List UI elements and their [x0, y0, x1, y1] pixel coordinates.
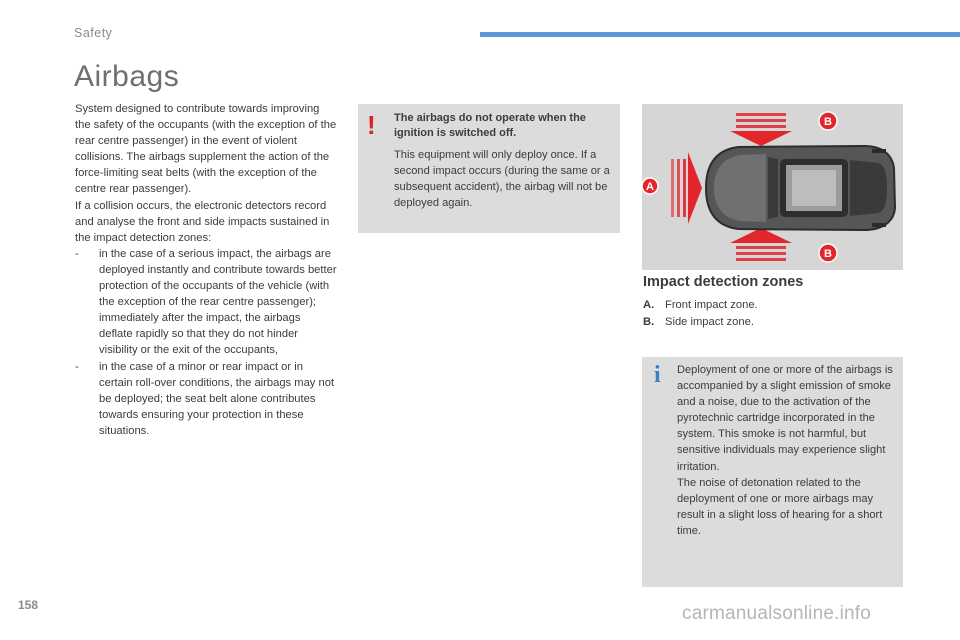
intro-paragraph: System designed to contribute towards improving the safety of the occupants (with the exception of the rear centre passenger) in the event of violent collisions. The airbags supplement the action of the force-limiting seat belts (with the exception of the centre rear passenger).	[75, 103, 337, 196]
list-dash: -	[75, 360, 79, 373]
zone-marker-a	[642, 178, 658, 194]
header-accent-bar	[480, 32, 960, 37]
zone-key: B.	[643, 316, 655, 328]
info-text	[677, 362, 899, 539]
car-top-view-illustration	[642, 104, 903, 270]
page-number: 158	[18, 598, 39, 612]
impact-zones-heading: Impact detection zones	[643, 274, 804, 290]
info-box	[642, 357, 903, 587]
zone-label: Side impact zone.	[665, 316, 754, 328]
impact-zone-diagram	[642, 104, 903, 270]
intro-paragraph: If a collision occurs, the electronic detectors record and analyse the front and side impacts sustained in the impact detection zones:	[75, 199, 330, 244]
warning-icon: !	[367, 110, 376, 140]
list-item-text: in the case of a serious impact, the airbags are deployed instantly and contribute towards better protection of the occupants of the vehicle (with the exception of the rear centre passenger); immediately after the impact, the airbags deflate rapidly so that they do not hinder visibility or the exit of the occupants,	[99, 247, 337, 357]
list-item-text: in the case of a minor or rear impact or in certain roll-over conditions, the airbags may not be deployed; the seat belt alone contributes towards ensuring your protection in these situations.	[99, 360, 335, 437]
car-body	[706, 146, 895, 230]
list-item	[75, 246, 337, 359]
deployment-list	[75, 246, 337, 439]
warning-text: This equipment will only deploy once. If a second impact occurs (during the same or a subsequent accident), the airbag will not be deployed again.	[394, 149, 610, 209]
zone-marker-b-bottom-label: B	[824, 248, 832, 260]
zone-legend-item	[643, 316, 754, 328]
watermark: carmanualsonline.info	[682, 603, 872, 624]
intro-column	[75, 101, 337, 439]
info-icon: i	[654, 362, 661, 388]
info-paragraph: Deployment of one or more of the airbags is accompanied by a slight emission of smoke and a noise, due to the activation of the pyrotechnic cartridge incorporated in the system. This smoke is not harmful, but sensitive individuals may experience slight irritation.	[677, 364, 893, 473]
page-title: Airbags	[74, 60, 180, 93]
zone-marker-b-top	[819, 112, 837, 130]
zone-marker-a-label: A	[646, 181, 654, 193]
zone-label: Front impact zone.	[665, 299, 758, 311]
section-label: Safety	[74, 26, 113, 40]
zone-key: A.	[643, 299, 655, 311]
zone-legend-item	[643, 299, 758, 311]
warning-title: The airbags do not operate when the ignition is switched off.	[394, 112, 586, 139]
list-item	[75, 359, 337, 439]
list-dash: -	[75, 247, 79, 260]
zone-marker-b-bottom	[819, 244, 837, 262]
warning-box	[358, 104, 620, 233]
info-paragraph: The noise of detonation related to the deployment of one or more airbags may result in a slight loss of hearing for a short time.	[677, 476, 883, 537]
zone-marker-b-top-label: B	[824, 116, 832, 128]
